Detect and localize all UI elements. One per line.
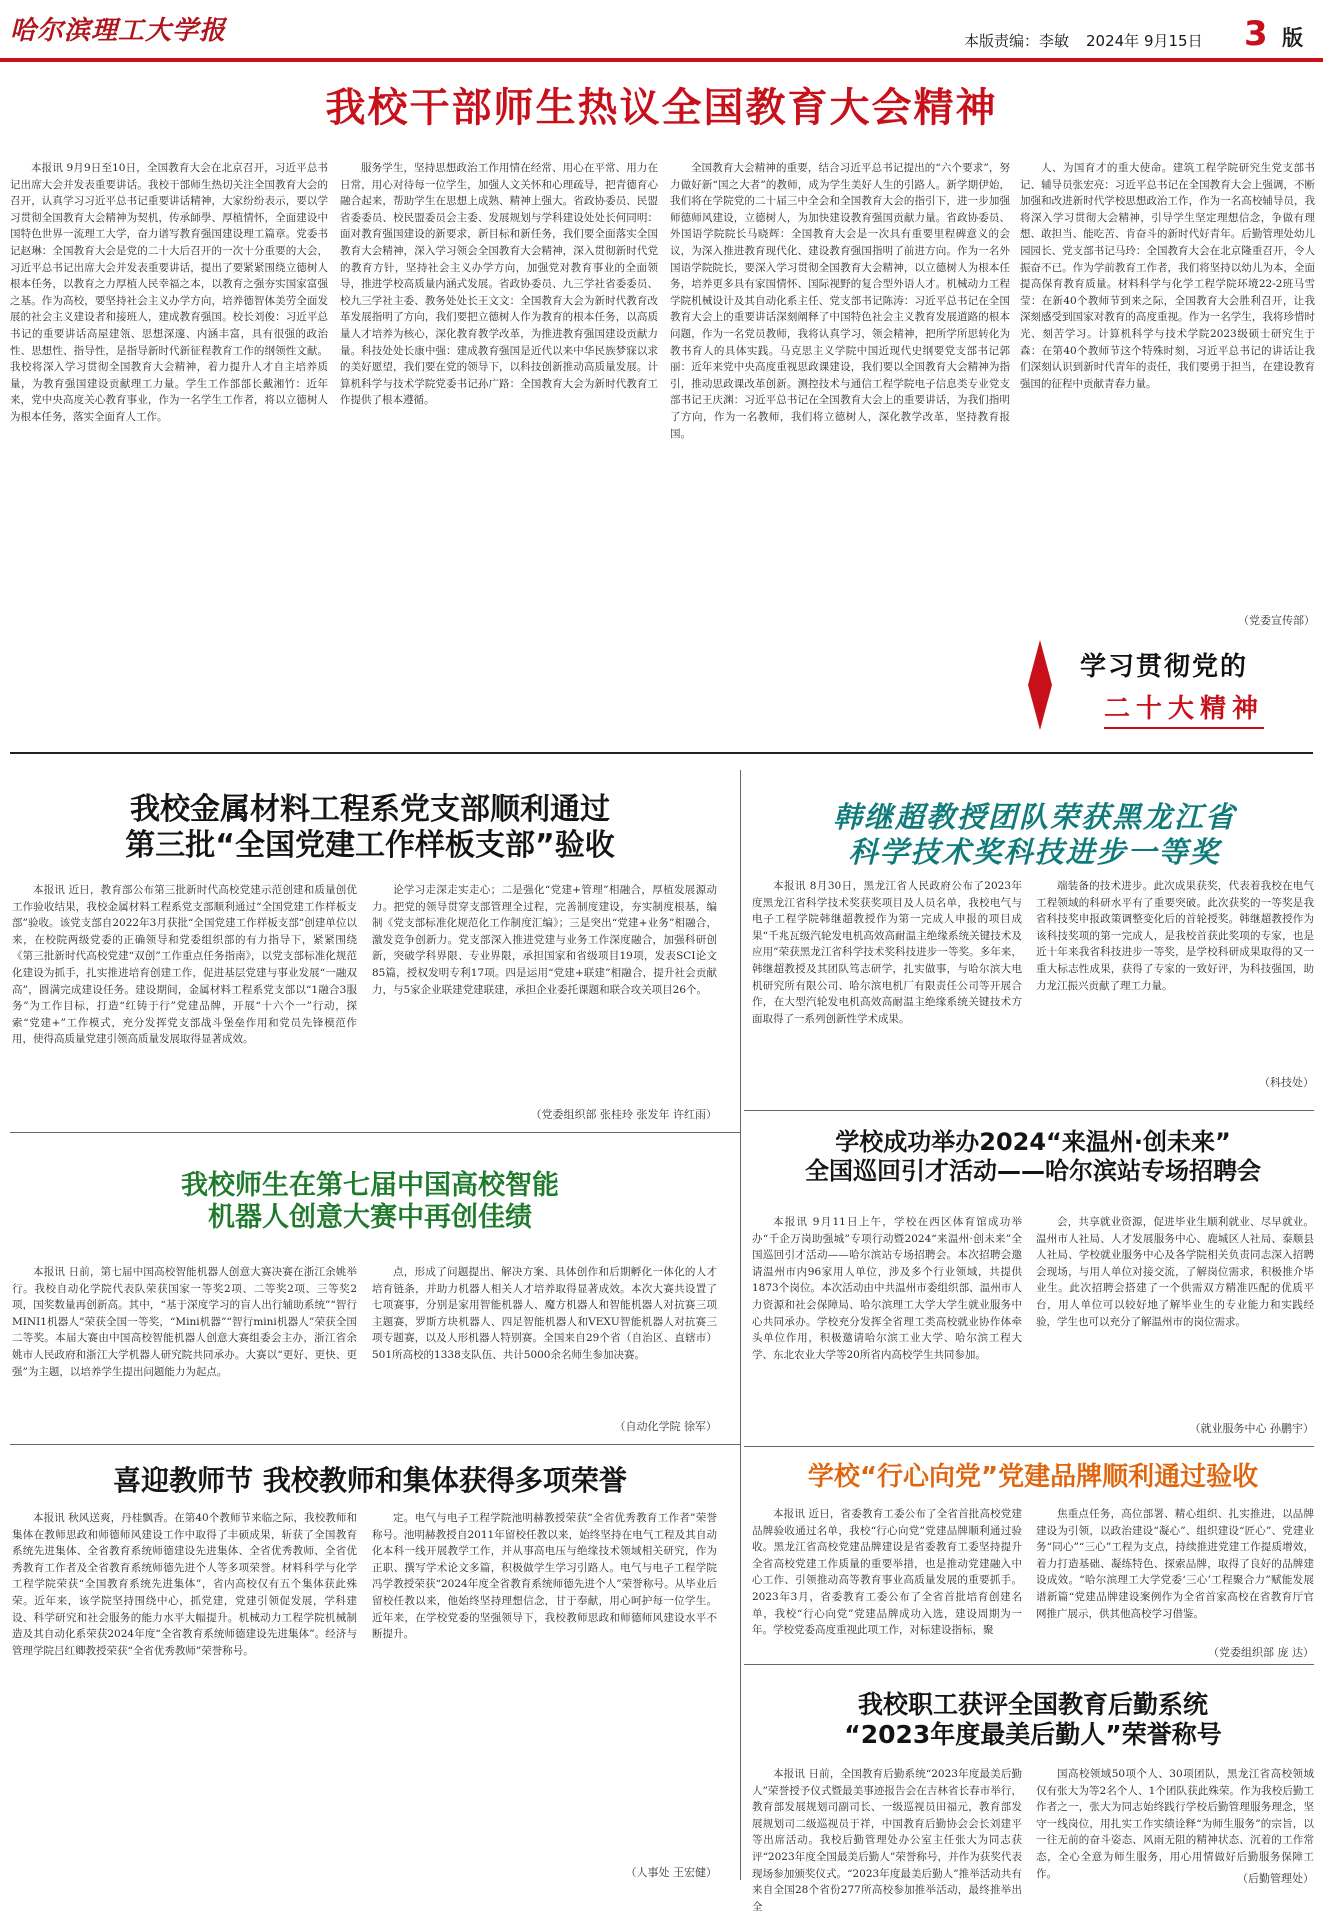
masthead-rule: [0, 58, 1323, 62]
banner-line-2: 二十大精神: [1104, 688, 1264, 729]
article-1-col-2: [340, 160, 658, 746]
article-2-col-1-text: 本报讯 近日，教育部公布第三批新时代高校党建示范创建和质量创优工作验收结果，我校金属材料工程系党支部顺利通过“全国党建工作样板支部”验收。该党支部自2022年3月获批“全国党建工作样板支部”创建单位以来，在校院两级党委的正确领导和党委组织部的有力指导下，紧紧围绕《第三批新时代高校党建“双创”工作重点任务指南》，以党支部标准化规范化建设为抓手，扎实推进培育创建工作，促进基层党建与事业发展“一融双高”，圆满完成建设任务。建设期间，金属材料工程系党支部以“1融合3服务”为工作目标，打造“红铸于行”党建品牌，开展“十六个一”行动，探索“党建+”工作模式，充分发挥党支部战斗堡垒作用和党员先锋模范作用，使得高质量党建引领高质量发展取得显著成效。: [12, 884, 357, 1046]
article-6-col-1-text: 本报讯 秋风送爽，丹桂飘香。在第40个教师节来临之际，我校教师和集体在教师思政和师德师风建设工作中取得了丰硕成果，斩获了全国教育系统先进集体、全省教育系统师德建设先进集体、全省优秀教师、全省优秀教育工作者及全省教育系统师德先进个人等多项荣誉。材料科学与化学工程学院荣获“全国教育系统先进集体”，省内高校仅有五个集体获此殊荣。近年来，该学院坚持围绕中心，抓党建，党建引领促发展，学科建设、科学研究和社会服务的能力水平大幅提升。机械动力工程学院机械制造及其自动化系荣获2024年度“全省教育系统师德建设先进集体”。经济与管理学院吕红卿教授荣获“全省优秀教师”荣誉称号。: [12, 1512, 357, 1657]
article-4-col-1: [12, 1264, 357, 1434]
article-4-byline: （自动化学院 徐军）: [614, 1420, 717, 1433]
article-8-title-line-2: “2023年度最美后勤人”荣誉称号: [844, 1720, 1222, 1749]
article-6-col-2: [372, 1510, 717, 1862]
article-7-col-2-text: 焦重点任务，高位部署、精心组织、扎实推进，以品牌建设为引领，以政治建设“凝心”、组织建设“匠心”、党建业务“同心”“三心”工程为支点，持续推进党建工作提质增效，着力打造基础、凝练特色、探索品牌，取得了良好的品牌建设成效。“哈尔滨理工大学党委‘三心’工程聚合力”赋能发展谱新篇“党建品牌建设案例作为全省首家高校在省教育厅官网推广展示，供其他高校学习借鉴。: [1036, 1508, 1314, 1620]
article-4-title-line-2: 机器人创意大赛中再创佳绩: [208, 1202, 532, 1234]
article-1-col-3-text: 全国教育大会精神的重要，结合习近平总书记提出的“六个要求”，努力做好新“国之大者”的教师，成为学生美好人生的引路人。新学期伊始，我们将在学院党的二十届三中全会和全国教育大会的指引下，进一步加强师德师风建设，立德树人，为加快建设教育强国贡献力量。省政协委员、外国语学院院长马晓辉：全国教育大会是一次具有重要里程碑意义的会议，为深入推进教育现代化、建设教育强国指明了前进方向。作为一名外国语学院院长，要深入学习贯彻全国教育大会精神，以立德树人为根本任务，培养更多具有家国情怀、国际视野的复合型外语人才。机械动力工程学院机械设计及其自动化系主任、党支部书记陈涛：习近平总书记在全国教育大会上的重要讲话深刻阐释了中国特色社会主义教育发展道路的根本问题，作为一名党员教师，我将认真学习，领会精神，把所学所思转化为教书育人的具体实践。马克思主义学院中国近现代史纲要党支部书记郭丽：近年来党中央高度重视思政课建设，我们要以全国教育大会精神为指引，推动思政课改革创新。测控技术与通信工程学院电子信息类专业党支部书记王庆渊：习近平总书记在全国教育大会上的重要讲话，为我们指明了方向，作为一名教师，我们将立德树人，深化教学改革，坚持教育报国。: [670, 162, 1010, 440]
article-2-byline: （党委组织部 张桂玲 张发年 许红雨）: [530, 1108, 717, 1121]
article-2-title: [10, 792, 730, 864]
article-7-title: 学校“行心向党”党建品牌顺利通过验收: [807, 1462, 1259, 1492]
article-4-col-2-text: 点，形成了问题提出、解决方案、具体创作和后期孵化一体化的人才培育链条，并助力机器人相关人才培养取得显著成效。本次大赛共设置了七项赛事，分别是家用智能机器人、魔方机器人和智能机器人对抗赛三项主题赛，罗斯方块机器人、四足智能机器人和VEXU智能机器人对抗赛三项专题赛，以及人形机器人特别赛。全国来自29个省（自治区、直辖市）501所高校的1338支队伍、共计5000余名师生参加决赛。: [372, 1266, 717, 1361]
article-1-col-2-text: 服务学生，坚持思想政治工作用情在经常、用心在平常、用力在日常，用心对待每一位学生，加强人文关怀和心理疏导，把青德育心融合起来，帮助学生在思想上成熟、精神上强大。省政协委员、民盟省委委员、校民盟委员会主委、发展规划与学科建设处处长何同明：面对教育强国建设的新要求，新目标和新任务，我们要全面落实全国教育大会精神，深入学习领会全国教育大会精神，深入贯彻新时代党的教育方针，坚持社会主义办学方向，加强党对教育事业的全面领导，推进学校高质量内涵式发展。省政协委员、九三学社省委委员、校九三学社主委、教务处处长王文文：全国教育大会为新时代教育改革发展指明了方向，我们要把立德树人作为教育的根本任务，以高质量人才培养为核心，深化教育教学改革，为推进教育强国建设贡献力量。科技处处长康中强：建成教育强国是近代以来中华民族梦寐以求的美好愿望，我们要在党的领导下，以科技创新推动高质量发展。计算机科学与技术学院党委书记孙广路：全国教育大会为新时代教育工作提供了根本遵循。: [340, 162, 658, 407]
article-2-col-1: [12, 882, 357, 1122]
article-6-col-2-text: 定。电气与电子工程学院池明赫教授荣获“全省优秀教育工作者”荣誉称号。池明赫教授自2011年留校任教以来，始终坚持在电气工程及其自动化本科一线开展教学工作，并从事高电压与绝缘技术领域相关研究，作为正职、撰写学术论文多篇，积极做学生学习引路人。电气与电子工程学院冯学教授荣获“2024年度全省教育系统师德先进个人”荣誉称号。从毕业后留校任教以来，他始终坚持理想信念，甘于奉献，用心呵护每一位学生。近年来，在学校党委的坚强领导下，我校教师思政和师德师风建设水平不断提升。: [372, 1512, 717, 1641]
article-3-title: [752, 800, 1317, 870]
article-7-byline: （党委组织部 庞 达）: [1208, 1646, 1314, 1659]
issue-date: 2024年 9月15日: [1086, 32, 1203, 50]
page-suffix: 版: [1282, 26, 1303, 50]
article-8-col-1-text: 本报讯 日前，全国教育后勤系统“2023年度最美后勤人”荣誉授予仪式暨最美事迹报告会在吉林省长春市举行，教育部发展规划司副司长、一级巡视员田福元，教育部发展规划司二级巡视员于祥，中国教育后勤协会会长刘建平等出席活动。我校后勤管理处办公室主任张大为同志获评“2023年度全国最美后勤人”荣誉称号，并作为获奖代表现场参加颁奖仪式。“2023年度最美后勤人”推举活动共有来自全国28个省份277所高校参加推举活动，最终推举出全: [752, 1768, 1022, 1913]
article-3-title-line-2: 科学技术奖科技进步一等奖: [848, 834, 1221, 869]
article-7-col-2: [1036, 1506, 1314, 1642]
divider-left-1: [10, 1132, 740, 1133]
divider-left-2: [10, 1444, 740, 1445]
page-number: 3: [1244, 14, 1268, 54]
section-divider: [10, 752, 1313, 754]
banner-line-1: 学习贯彻党的: [1080, 652, 1249, 682]
study-banner: [1028, 636, 1323, 734]
article-3-col-2-text: 端装备的技术进步。此次成果获奖，代表着我校在电气工程领域的科研水平有了重要突破。此次获奖的一等奖是我省科技奖申报政策调整变化后的首轮授奖。韩继超教授作为该科技奖项的第一完成人，是我校首获此奖项的专家，也是近十年来我省科技进步一等奖，是学校科研成果取得的又一重大标志性成果，获得了专家的一致好评，为科技强国，助力龙江振兴贡献了理工力量。: [1036, 880, 1314, 992]
article-8-col-2-text: 国高校领域50项个人、30项团队，黑龙江省高校领域仅有张大为等2名个人、1个团队获此殊荣。作为我校后勤工作者之一，张大为同志始终践行学校后勤管理服务理念，坚守一线岗位，用扎实工作实绩诠释“为师生服务”的宗旨，以一往无前的奋斗姿态、风雨无阻的精神状态、沉着的工作常态，全心全意为师生服务，用心用情做好后勤服务保障工作。: [1036, 1768, 1314, 1880]
article-7-col-1-text: 本报讯 近日，省委教育工委公布了全省首批高校党建品牌验收通过名单，我校“行心向党”党建品牌顺利通过验收。黑龙江省高校党建品牌建设是省委教育工委坚持提升全省高校党建工作质量的重要举措，也是推动党建融入中心工作、引领推动高等教育事业高质量发展的重要抓手。2023年3月，省委教育工委公布了全省首批培育创建名单，我校“行心向党”党建品牌成功入选，建设周期为一年。学校党委高度重视此项工作，对标建设指标，聚: [752, 1508, 1022, 1637]
red-diamond-icon: [1028, 640, 1052, 730]
article-1-col-4: [1020, 160, 1315, 608]
article-1-col-1: [10, 160, 328, 746]
article-1-col-3: [670, 160, 1010, 746]
article-5-col-1: [752, 1214, 1022, 1444]
article-1-title: 我校干部师生热议全国教育大会精神: [325, 85, 998, 131]
article-2-title-line-1: 我校金属材料工程系党支部顺利通过: [130, 792, 610, 827]
article-5-col-1-text: 本报讯 9月11日上午，学校在西区体育馆成功举办“千企万岗助强城”专项行动暨2024“来温州·创未来”全国巡回引才活动——哈尔滨站专场招聘会。本次招聘会邀请温州市内96家用人单位，涉及多个行业领域，共提供1873个岗位。本次活动由中共温州市委组织部、温州市人力资源和社会保障局、哈尔滨理工大学大学生就业服务中心共同承办。学校充分发挥全省理工类高校就业协作体牵头单位作用，积极邀请哈尔滨工业大学、哈尔滨工程大学、东北农业大学等20所省内高校学生共同参加。: [752, 1216, 1022, 1361]
article-3-col-1: [752, 878, 1022, 1098]
article-2-title-line-2: 第三批“全国党建工作样板支部”验收: [125, 828, 615, 863]
article-5-title: [748, 1128, 1318, 1186]
article-2-col-2-text: 论学习走深走实走心；二是强化“党建+管理”相融合，厚植发展源动力。把党的领导贯穿支部管理全过程，完善制度建设，夯实制度根基，编制《党支部标准化规范化工作制度汇编》；三是突出“党建+业务”相融合，激发竞争创新力。党支部深入推进党建与业务工作深度融合，加强科研创新，突破学科界限、专业界限，承担国家和省级项目19项，发表SCI论文85篇，授权发明专利17项。四是运用“党建+联建”相融合，提升社会贡献力，与5家企业联建党建联建，承担企业委托课题和联合攻关项目26个。: [372, 884, 717, 996]
article-4-title-line-1: 我校师生在第七届中国高校智能: [181, 1170, 559, 1201]
article-8-col-1: [752, 1766, 1022, 1913]
article-8-title: [748, 1690, 1318, 1750]
divider-right-3: [744, 1664, 1314, 1665]
divider-right-2: [744, 1446, 1314, 1447]
divider-right-1: [744, 1110, 1314, 1111]
article-5-byline: （就业服务中心 孙鹏宇）: [1189, 1422, 1314, 1435]
masthead: [0, 0, 1323, 64]
page-editor: 本版责编：李敏: [964, 32, 1070, 50]
article-5-col-2-text: 会，共享就业资源，促进毕业生顺利就业、尽早就业。温州市人社局、人才发展服务中心、鹿城区人社局、泰顺县人社局、学校就业服务中心及各学院相关负责同志深入招聘会现场，与用人单位对接交流，了解岗位需求，积极推介毕业生。此次招聘会搭建了一个供需双方精准匹配的优质平台，用人单位可以较好地了解毕业生的专业能力和实践经验，学生也可以充分了解温州市的岗位需求。: [1036, 1216, 1314, 1328]
article-3-col-1-text: 本报讯 8月30日，黑龙江省人民政府公布了2023年度黑龙江省科学技术奖获奖项目及人员名单，我校电气与电子工程学院韩继超教授作为第一完成人申报的项目成果“千兆瓦级汽轮发电机高效高耐温主绝缘系统关键技术及应用”荣获黑龙江省科学技术奖科技进步一等奖。多年来，韩继超教授及其团队笃志研学，扎实做事，与哈尔滨大电机研究所有限公司、哈尔滨电机厂有限责任公司等开展合作，在大型汽轮发电机高效高耐温主绝缘系统关键技术方面取得了一系列创新性学术成果。: [752, 880, 1022, 1025]
article-4-col-1-text: 本报讯 日前，第七届中国高校智能机器人创意大赛决赛在浙江余姚举行。我校自动化学院代表队荣获国家一等奖2项、二等奖2项、三等奖2项，国奖数量再创新高。其中，“基于深度学习的盲人出行辅助系统”“智行MINI1机器人”荣获全国一等奖，“Mini机器”“智行mini机器人”荣获全国二等奖。本届大赛由中国高校智能机器人创意大赛组委会主办，浙江省余姚市人民政府和浙江大学机器人研究院共同承办。大赛以“更好、更快、更强”为主题，以培养学生提出问题能力为起点。: [12, 1266, 357, 1378]
article-3-title-line-1: 韩继超教授团队荣获黑龙江省: [832, 800, 1236, 834]
article-4-title: [10, 1170, 730, 1235]
column-divider: [740, 770, 741, 1880]
article-8-byline: （后勤管理处）: [1237, 1872, 1314, 1885]
article-1-byline: （党委宣传部）: [1238, 614, 1315, 627]
article-5-title-line-1: 学校成功举办2024“来温州·创未来”: [835, 1128, 1231, 1156]
article-2-col-2: [372, 882, 717, 1104]
article-5-col-2: [1036, 1214, 1314, 1414]
article-6-byline: （人事处 王宏健）: [625, 1866, 717, 1879]
article-7-col-1: [752, 1506, 1022, 1660]
article-6-col-1: [12, 1510, 357, 1882]
article-8-title-line-1: 我校职工获评全国教育后勤系统: [857, 1690, 1208, 1719]
newspaper-name: 哈尔滨理工大学报: [10, 16, 227, 46]
article-3-byline: （科技处）: [1259, 1076, 1314, 1089]
article-1-col-4-text: 人、为国育才的重大使命。建筑工程学院研究生党支部书记、辅导员张宏亮：习近平总书记在全国教育大会上强调，不断加强和改进新时代学校思想政治工作，作为一名高校辅导员，我将深入学习贯彻大会精神，引导学生坚定理想信念，争做有理想、敢担当、能吃苦、肯奋斗的新时代好青年。后勤管理处幼儿园园长、党支部书记马玲：全国教育大会在北京隆重召开，令人振奋不已。作为学前教育工作者，我们将坚持以幼儿为本，全面提高保育教育质量。材料科学与化学工程学院环境22-2班马雪莹：在新40个教师节到来之际，全国教育大会胜利召开，让我深刻感受到国家对教育的高度重视。作为一名学生，我将珍惜时光、刻苦学习。计算机科学与技术学院2023级硕士研究生于森：在第40个教师节这个特殊时刻，习近平总书记的讲话让我们深刻认识到新时代青年的责任，我们要勇于担当，在建设教育强国的征程中贡献青春力量。: [1020, 162, 1315, 390]
article-3-col-2: [1036, 878, 1314, 1068]
article-1-col-1-text: 本报讯 9月9日至10日，全国教育大会在北京召开，习近平总书记出席大会并发表重要讲话。我校干部师生热切关注全国教育大会的召开，认真学习习近平总书记重要讲话精神，大家纷纷表示，要以学习贯彻全国教育大会精神为契机，传承師學、厚植情怀，全面建设中国特色世界一流理工大学，奋力谱写教育强国建设理工篇章。党委书记赵琳：全国教育大会是党的二十大后召开的一次十分重要的大会，习近平总书记出席大会并发表重要讲话，提出了要紧紧围绕立德树人根本任务，以教育之力厚植人民幸福之本，以教育之强夯实国家富强之基。作为高校，要坚持社会主义办学方向，培养德智体美劳全面发展的社会主义建设者和接班人，建成教育强国。校长刘俊：习近平总书记的重要讲话高屋建瓴、思想深邃、内涵丰富，具有很强的政治性、思想性、指导性，是指导新时代新征程教育工作的纲领性文献。我校将深入学习贯彻全国教育大会精神，着力提升人才自主培养质量，为教育强国建设贡献理工力量。学生工作部部长戴湘竹：近年来，党中央高度关心教育事业，作为一名学生工作者，将以立德树人为根本任务，落实全面育人工作。: [10, 162, 328, 423]
article-5-title-line-2: 全国巡回引才活动——哈尔滨站专场招聘会: [805, 1156, 1261, 1185]
article-6-title: 喜迎教师节 我校教师和集体获得多项荣誉: [113, 1464, 627, 1497]
article-4-col-2: [372, 1264, 717, 1416]
